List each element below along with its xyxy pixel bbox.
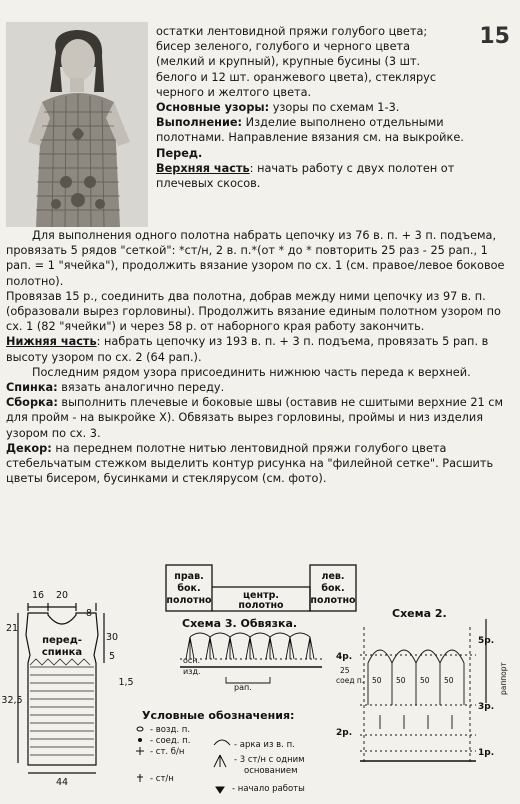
execution-label: Выполнение: (156, 116, 243, 130)
measure-8: 8 (85, 608, 93, 619)
materials-and-intro (156, 24, 496, 191)
scheme2-arc-label: 50 (420, 676, 430, 685)
scheme2-arc-label: 50 (372, 676, 382, 685)
lower-part-paragraph (6, 334, 514, 364)
scheme3-rap-label: рап. (234, 683, 252, 692)
legend-cluster: - 3 ст/н с одним (234, 755, 305, 765)
measure-20: 20 (55, 590, 69, 601)
model-photo (6, 22, 148, 227)
scheme3-item-label: изд. (183, 667, 201, 676)
legend-start: - начало работы (232, 784, 305, 794)
execution-paragraph (156, 115, 496, 145)
patterns-label: Основные узоры: (156, 101, 270, 115)
scheme2-arc-label: 50 (396, 676, 406, 685)
lower-part-text: : набрать цепочку из 193 в. п. + 3 п. подъема, провязать 5 рап. в высоту узором по сх. 2 (64 рап.). (6, 335, 489, 364)
left-panel-label: полотно (310, 595, 356, 606)
right-panel-label: прав. (174, 571, 204, 582)
pattern-label: перед- (42, 635, 82, 646)
scheme2-title: Схема 2. (392, 607, 447, 620)
legend-ch: - возд. п. (150, 725, 191, 735)
assembly-paragraph (6, 395, 514, 441)
measure-21: 21 (5, 623, 19, 634)
lower-part-label: Нижняя часть (6, 335, 97, 349)
decor-paragraph (6, 441, 514, 487)
scheme3-base-label: осн. (183, 656, 201, 665)
scheme2-row-5: 5р. (478, 636, 495, 646)
scheme2-row-3: 3р. (478, 702, 495, 712)
patterns-text: узоры по схемам 1-3. (269, 101, 400, 115)
pattern-zigzag (30, 659, 90, 665)
page-number: 15 (479, 24, 510, 49)
measure-44: 44 (55, 777, 69, 788)
legend-sl: - соед. п. (150, 736, 191, 746)
attach-paragraph: Последним рядом узора присоединить нижнюю часть переда к верхней. (32, 365, 471, 379)
materials-line: остатки лентовидной пряжи голубого цвета; (156, 25, 428, 38)
upper-part-label: Верхняя часть (156, 161, 250, 175)
materials-line: бисер зеленого, голубого и черного цвета (156, 40, 411, 54)
legend-dc: - ст/н (150, 774, 174, 784)
materials-line: (мелкий и крупный), крупные бусины (3 шт. (156, 55, 421, 69)
measure-16: 16 (31, 590, 45, 601)
decor-text: на переднем полотне нитью лентовидной пряжи голубого цвета стебельчатым стежком выделить контур рисунка на "филейной сетке". Расшить цветы бисером, бусинками и стеклярусом (см. фото). (6, 441, 494, 486)
back-paragraph (6, 380, 514, 395)
pattern-rows (30, 667, 94, 755)
materials-line: черного и желтого цвета. (156, 85, 312, 99)
scheme2-arc-label: 50 (444, 676, 454, 685)
legend-cluster: основанием (244, 766, 298, 776)
scheme2-row-2: 2р. (336, 728, 353, 738)
decor-label: Декор: (6, 441, 52, 455)
measure-5: 5 (108, 651, 116, 662)
garment-pattern (18, 603, 104, 773)
right-panel-label: бок. (177, 583, 201, 594)
front-heading: Перед. (156, 146, 203, 160)
back-text: вязать аналогично переду. (57, 381, 225, 395)
instructions-text (6, 228, 514, 486)
materials-line: белого и 12 шт. оранжевого цвета), стеклярус (156, 70, 437, 84)
back-label: Спинка: (6, 381, 58, 395)
scheme2-rapport-label: раппорт (499, 662, 508, 695)
scheme3-title: Схема 3. Обвязка. (182, 617, 298, 630)
legend-title: Условные обозначения: (142, 709, 295, 722)
scheme2-row-1: 1р. (478, 748, 495, 758)
scheme2-count-25: 25 (340, 666, 350, 675)
upper-part-text: : начать работу с двух полотен от плечевых скосов. (156, 161, 455, 191)
diagrams-area (0, 555, 520, 800)
patterns-paragraph (156, 100, 496, 115)
scheme2-row-4: 4р. (336, 652, 353, 662)
center-panel-label: полотно (238, 600, 284, 611)
left-panel-label: бок. (321, 583, 345, 594)
join-paragraph: Провязав 15 р., соединить два полотна, добрав между ними цепочку из 97 в. п. (образовали вырез горловины). Продолжить вязание единым полотном узором по сх. 1 (82 "ячейки") и через 58 р. от наборного края работу закончить. (6, 289, 501, 334)
assembly-text: выполнить плечевые и боковые швы (оставив не сшитыми верхние 21 см для пройм - на выкройке X). Обвязать вырез горловины, проймы и низ изделия узором по сх. 3. (6, 396, 504, 440)
right-panel-label: полотно (166, 595, 212, 606)
legend-arc: - арка из в. п. (234, 740, 295, 750)
measure-30: 30 (105, 632, 119, 643)
scheme3-edging (180, 633, 322, 683)
scheme2-grid (360, 619, 486, 765)
knitting-diagrams (0, 555, 520, 800)
left-panel-label: лев. (321, 571, 345, 582)
pattern-label: спинка (41, 647, 83, 658)
scheme2-count-note: соед п. (336, 676, 365, 685)
execution-text: Изделие выполнено отдельными полотнами. Направление вязания см. на выкройке. (156, 116, 464, 145)
woman-in-crochet-top-photo (6, 22, 148, 227)
measure-1-5: 1,5 (118, 677, 134, 688)
legend-sc: - ст. б/н (150, 747, 185, 757)
upper-part-paragraph (156, 161, 496, 191)
center-panel-label: центр. (243, 590, 279, 601)
measure-32-5: 32,5 (1, 695, 23, 706)
assembly-label: Сборка: (6, 396, 58, 410)
chain-paragraph: Для выполнения одного полотна набрать цепочку из 76 в. п. + 3 п. подъема, провязать 5 рядов "сеткой": *ст/н, 2 в. п.*(от * до * повторить 25 раз - 25 рап., 1 рап. = 1 "ячейка"), продолжить вязание узором по сх. 1 (см. правое/левое боковое полотно). (6, 229, 505, 288)
